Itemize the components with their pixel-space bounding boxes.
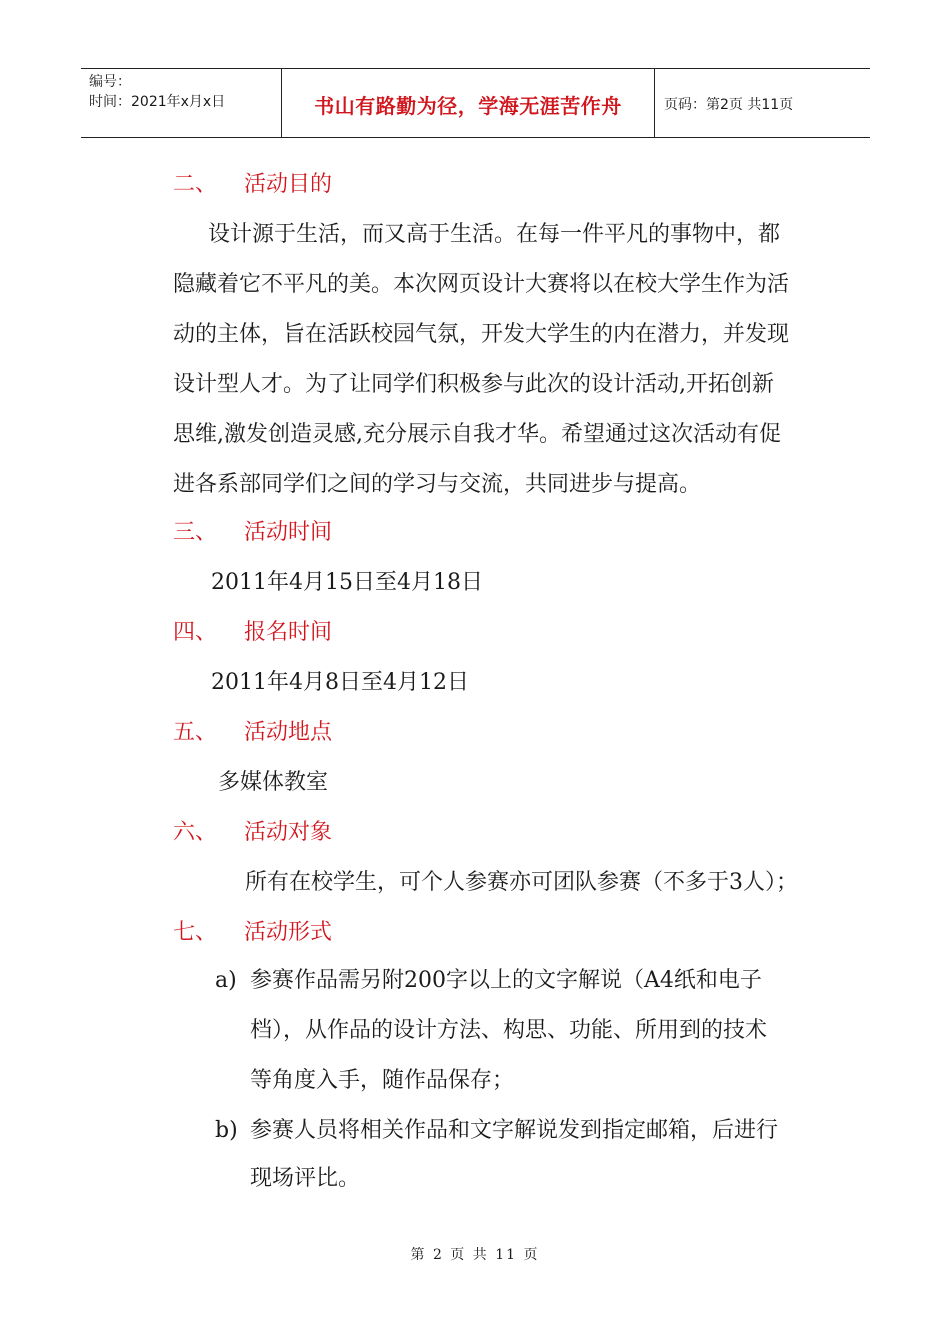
section-title: 活动形式	[244, 920, 333, 945]
time-label: 时间：2021年x月x日	[89, 94, 226, 110]
list-item-a-line: 等角度入手，随作品保存；	[250, 1068, 515, 1093]
purpose-line: 动的主体，旨在活跃校园气氛，开发大学生的内在潜力，并发现	[173, 322, 790, 347]
section-heading-signup-time	[173, 618, 332, 648]
section-heading-purpose	[173, 170, 332, 200]
page-footer: 第 2 页 共 11 页	[410, 1247, 540, 1263]
section-title: 报名时间	[244, 620, 333, 645]
list-item-a-line: 档），从作品的设计方法、构思、功能、所用到的技术	[250, 1018, 768, 1043]
section-heading-activity-time	[173, 518, 332, 548]
location-value: 多媒体教室	[218, 770, 329, 795]
header-motto: 书山有路勤为径，学海无涯苦作舟	[282, 69, 655, 137]
purpose-line: 设计型人才。为了让同学们积极参与此次的设计活动,开拓创新	[173, 372, 774, 397]
section-heading-location	[173, 718, 332, 748]
purpose-line: 设计源于生活，而又高于生活。在每一件平凡的事物中，都	[208, 222, 781, 247]
section-number: 五、	[173, 720, 218, 745]
section-number: 四、	[173, 620, 218, 645]
list-item-b-line: 现场评比。	[250, 1166, 361, 1191]
section-title: 活动对象	[244, 820, 333, 845]
purpose-line: 进各系部同学们之间的学习与交流，共同进步与提高。	[173, 472, 702, 497]
header-meta	[81, 69, 282, 137]
section-number: 二、	[173, 172, 218, 197]
number-label: 编号：	[89, 74, 131, 90]
page-header	[81, 68, 870, 138]
section-heading-participants	[173, 818, 332, 848]
list-item-a-line: 参赛作品需另附200字以上的文字解说（A4纸和电子	[250, 968, 762, 993]
section-title: 活动时间	[244, 520, 333, 545]
header-page-info: 页码：第2页 共11页	[664, 96, 794, 113]
activity-time-value: 2011年4月15日至4月18日	[211, 570, 483, 595]
purpose-line: 思维,激发创造灵感,充分展示自我才华。希望通过这次活动有促	[173, 422, 781, 447]
signup-time-value: 2011年4月8日至4月12日	[211, 670, 469, 695]
list-marker-b: b)	[215, 1118, 238, 1143]
section-title: 活动地点	[244, 720, 333, 745]
section-number: 七、	[173, 920, 218, 945]
section-heading-format	[173, 918, 332, 948]
participants-value: 所有在校学生，可个人参赛亦可团队参赛（不多于3人）；	[245, 870, 798, 895]
list-marker-a: a)	[215, 968, 237, 993]
section-title: 活动目的	[244, 172, 333, 197]
section-number: 六、	[173, 820, 218, 845]
purpose-line: 隐藏着它不平凡的美。本次网页设计大赛将以在校大学生作为活	[173, 272, 790, 297]
list-item-b-line: 参赛人员将相关作品和文字解说发到指定邮箱，后进行	[250, 1118, 779, 1143]
section-number: 三、	[173, 520, 218, 545]
